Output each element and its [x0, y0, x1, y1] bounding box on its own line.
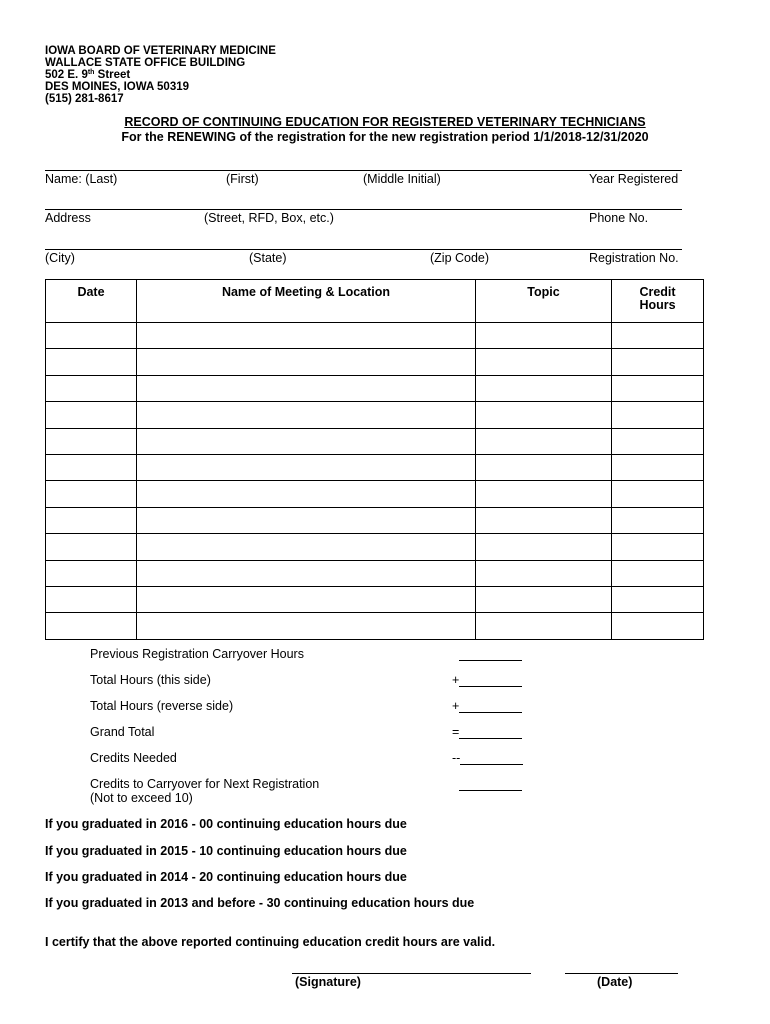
cell-topic[interactable]: [476, 586, 612, 612]
cell-topic[interactable]: [476, 454, 612, 480]
cell-credit[interactable]: [612, 507, 704, 533]
cell-date[interactable]: [46, 613, 137, 639]
cell-meeting[interactable]: [137, 454, 476, 480]
cell-topic[interactable]: [476, 560, 612, 586]
date-line[interactable]: [565, 973, 678, 974]
col-topic-header: Topic: [476, 280, 612, 323]
field-total-this-side[interactable]: [452, 673, 522, 687]
form-title: RECORD OF CONTINUING EDUCATION FOR REGISTERED VETERINARY TECHNICIANS: [124, 115, 646, 129]
graduation-2015: If you graduated in 2015 - 10 continuing education hours due: [45, 844, 407, 858]
cell-topic[interactable]: [476, 534, 612, 560]
signature-line[interactable]: [292, 973, 531, 974]
cell-meeting[interactable]: [137, 534, 476, 560]
cell-meeting[interactable]: [137, 560, 476, 586]
cell-topic[interactable]: [476, 402, 612, 428]
cell-meeting[interactable]: [137, 507, 476, 533]
cell-meeting[interactable]: [137, 323, 476, 349]
org-street-number: 502 E. 9: [45, 69, 88, 81]
cell-date[interactable]: [46, 428, 137, 454]
col-date-header: Date: [46, 280, 137, 323]
label-date: (Date): [597, 975, 633, 989]
cell-topic[interactable]: [476, 507, 612, 533]
cell-credit[interactable]: [612, 560, 704, 586]
label-zip: (Zip Code): [430, 251, 490, 265]
minus-sign: --: [452, 751, 461, 765]
cell-date[interactable]: [46, 323, 137, 349]
cell-date[interactable]: [46, 560, 137, 586]
cell-date[interactable]: [46, 534, 137, 560]
table-body: [46, 323, 704, 640]
field-carryover-next[interactable]: [452, 777, 522, 791]
label-address-hint: (Street, RFD, Box, etc.): [204, 211, 334, 225]
label-name-last: Name: (Last): [45, 172, 118, 186]
cell-topic[interactable]: [476, 323, 612, 349]
cell-credit[interactable]: [612, 323, 704, 349]
label-total-this-side: Total Hours (this side): [90, 673, 211, 687]
cell-date[interactable]: [46, 481, 137, 507]
cell-date[interactable]: [46, 507, 137, 533]
label-total-reverse: Total Hours (reverse side): [90, 699, 234, 713]
cell-meeting[interactable]: [137, 349, 476, 375]
certify-statement: I certify that the above reported continuing education credit hours are valid.: [45, 935, 496, 949]
col-credit-header: [612, 280, 704, 323]
plus-sign: +: [452, 673, 460, 687]
org-city: DES MOINES, IOWA 50319: [45, 81, 190, 93]
table-header-row: [46, 280, 704, 323]
cell-topic[interactable]: [476, 349, 612, 375]
equals-sign: =: [452, 725, 460, 739]
label-phone-no: Phone No.: [589, 211, 649, 225]
table-row: [46, 481, 704, 507]
cell-date[interactable]: [46, 402, 137, 428]
org-street-name: Street: [94, 69, 131, 81]
table-row: [46, 560, 704, 586]
field-prev-carryover[interactable]: [452, 647, 522, 661]
label-carryover-next: Credits to Carryover for Next Registration: [90, 777, 320, 791]
cell-credit[interactable]: [612, 428, 704, 454]
org-phone: (515) 281-8617: [45, 93, 124, 105]
graduation-2014: If you graduated in 2014 - 20 continuing education hours due: [45, 870, 407, 884]
table-row: [46, 349, 704, 375]
table-row: [46, 402, 704, 428]
label-year-registered: Year Registered: [589, 172, 679, 186]
cell-credit[interactable]: [612, 454, 704, 480]
field-credits-needed[interactable]: [452, 751, 523, 765]
table-row: [46, 534, 704, 560]
cell-credit[interactable]: [612, 402, 704, 428]
label-credits-needed: Credits Needed: [90, 751, 177, 765]
label-registration-no: Registration No.: [589, 251, 679, 265]
table-row: [46, 323, 704, 349]
col-credit-header-line1: Credit: [639, 285, 676, 299]
label-grand-total: Grand Total: [90, 725, 155, 739]
cell-date[interactable]: [46, 349, 137, 375]
cell-date[interactable]: [46, 375, 137, 401]
cell-topic[interactable]: [476, 613, 612, 639]
label-address: Address: [45, 211, 91, 225]
cell-meeting[interactable]: [137, 402, 476, 428]
table-row: [46, 428, 704, 454]
label-city: (City): [45, 251, 75, 265]
label-prev-carryover: Previous Registration Carryover Hours: [90, 647, 304, 661]
label-carryover-note: (Not to exceed 10): [90, 791, 193, 805]
cell-meeting[interactable]: [137, 428, 476, 454]
ce-log-table: [45, 279, 704, 640]
cell-topic[interactable]: [476, 375, 612, 401]
org-building: WALLACE STATE OFFICE BUILDING: [45, 57, 246, 69]
table-row: [46, 375, 704, 401]
field-total-reverse[interactable]: [452, 699, 522, 713]
address-line[interactable]: [45, 209, 682, 210]
org-name: IOWA BOARD OF VETERINARY MEDICINE: [45, 45, 276, 57]
table-row: [46, 586, 704, 612]
table-row: [46, 613, 704, 639]
col-credit-header-line2: Hours: [639, 298, 676, 312]
cell-meeting[interactable]: [137, 613, 476, 639]
label-signature: (Signature): [295, 975, 361, 989]
label-name-middle: (Middle Initial): [363, 172, 441, 186]
org-street-suffix: th: [87, 69, 95, 76]
org-street: [45, 69, 130, 81]
cell-credit[interactable]: [612, 613, 704, 639]
cell-date[interactable]: [46, 454, 137, 480]
table-row: [46, 507, 704, 533]
cell-meeting[interactable]: [137, 481, 476, 507]
cell-topic[interactable]: [476, 481, 612, 507]
plus-sign: +: [452, 699, 460, 713]
graduation-2016: If you graduated in 2016 - 00 continuing education hours due: [45, 817, 407, 831]
cell-meeting[interactable]: [137, 586, 476, 612]
name-line[interactable]: [45, 170, 682, 171]
label-name-first: (First): [226, 172, 259, 186]
graduation-2013: If you graduated in 2013 and before - 30 continuing education hours due: [45, 896, 475, 910]
form-subtitle: For the RENEWING of the registration for the new registration period 1/1/2018-12/31/2020: [121, 130, 649, 144]
cell-credit[interactable]: [612, 534, 704, 560]
cell-credit[interactable]: [612, 375, 704, 401]
cell-meeting[interactable]: [137, 375, 476, 401]
cell-credit[interactable]: [612, 481, 704, 507]
label-state: (State): [249, 251, 287, 265]
city-line[interactable]: [45, 249, 682, 250]
table-row: [46, 454, 704, 480]
field-grand-total[interactable]: [452, 725, 522, 739]
cell-credit[interactable]: [612, 349, 704, 375]
cell-date[interactable]: [46, 586, 137, 612]
cell-credit[interactable]: [612, 586, 704, 612]
cell-topic[interactable]: [476, 428, 612, 454]
col-meeting-header: Name of Meeting & Location: [137, 280, 476, 323]
